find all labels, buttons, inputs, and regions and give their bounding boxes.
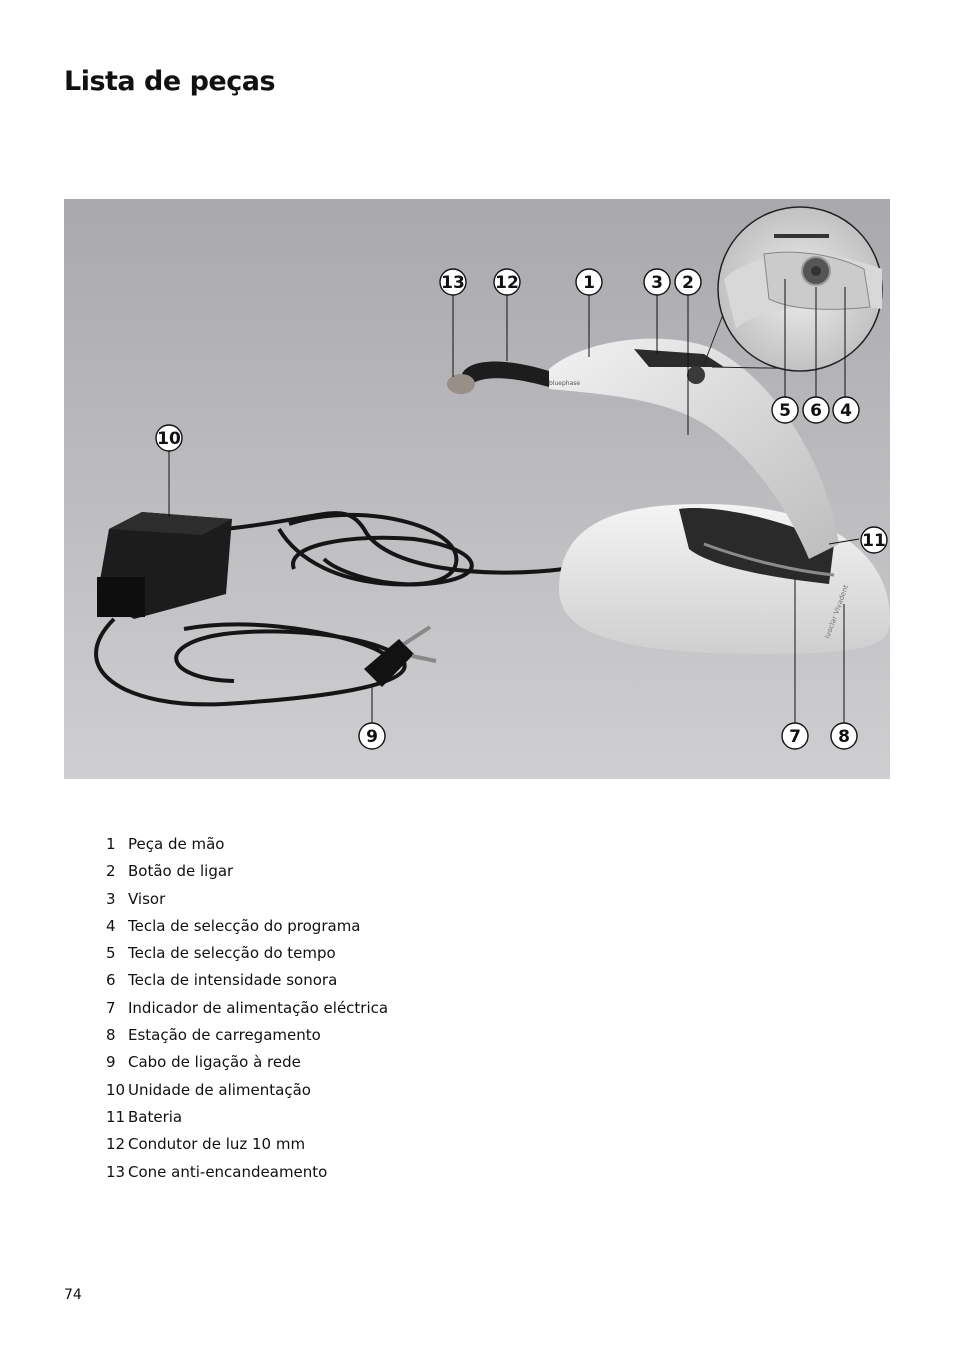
callout-8 bbox=[831, 723, 857, 749]
list-item-number: 11 bbox=[106, 1107, 126, 1126]
svg-text:8: 8 bbox=[838, 727, 850, 747]
list-item-label: Peça de mão bbox=[128, 835, 225, 853]
svg-text:1: 1 bbox=[583, 273, 595, 293]
list-item bbox=[106, 997, 388, 1024]
list-item bbox=[106, 1051, 388, 1078]
callout-1 bbox=[576, 269, 602, 295]
callout-4 bbox=[833, 397, 859, 423]
list-item-number: 3 bbox=[106, 889, 116, 908]
list-item-label: Cone anti-encandeamento bbox=[128, 1162, 328, 1181]
list-item-number: 2 bbox=[106, 862, 116, 881]
list-item-number: 10 bbox=[106, 1080, 126, 1099]
svg-text:6: 6 bbox=[810, 401, 822, 421]
svg-text:3: 3 bbox=[651, 273, 663, 293]
list-item-label: Bateria bbox=[128, 1107, 183, 1126]
list-item-number: 13 bbox=[106, 1162, 126, 1181]
list-item-number: 4 bbox=[106, 916, 116, 935]
list-item-number: 6 bbox=[106, 971, 116, 990]
list-item bbox=[106, 860, 388, 887]
list-item-number: 8 bbox=[106, 1026, 116, 1045]
list-item-label: Visor bbox=[128, 889, 166, 908]
list-item bbox=[106, 1161, 388, 1188]
device-brand-label: bluephase bbox=[549, 380, 581, 387]
callout-13 bbox=[440, 269, 466, 295]
callout-2 bbox=[675, 269, 701, 295]
list-item bbox=[106, 915, 388, 942]
list-item bbox=[106, 969, 388, 996]
svg-text:11: 11 bbox=[862, 531, 886, 551]
callout-6 bbox=[803, 397, 829, 423]
svg-text:5: 5 bbox=[779, 401, 791, 421]
list-item-label: Indicador de alimentação eléctrica bbox=[128, 998, 389, 1017]
callout-7 bbox=[782, 723, 808, 749]
list-item bbox=[106, 1106, 388, 1133]
list-item bbox=[106, 833, 388, 860]
svg-text:12: 12 bbox=[495, 273, 519, 293]
list-item-label: Tecla de intensidade sonora bbox=[128, 971, 338, 990]
page-title: Lista de peças bbox=[64, 66, 276, 97]
parts-list bbox=[106, 833, 388, 1188]
anti-glare-cone bbox=[447, 374, 475, 394]
list-item bbox=[106, 1024, 388, 1051]
list-item-label: Unidade de alimentação bbox=[128, 1080, 311, 1099]
list-item-number: 7 bbox=[106, 998, 116, 1017]
callout-12 bbox=[494, 269, 520, 295]
base-brand-label: Ivoclar Vivadent bbox=[823, 583, 851, 640]
svg-text:7: 7 bbox=[789, 727, 801, 747]
list-item-number: 9 bbox=[106, 1053, 116, 1072]
svg-text:4: 4 bbox=[840, 401, 852, 421]
list-item-label: Botão de ligar bbox=[128, 862, 234, 881]
list-item-number: 5 bbox=[106, 944, 116, 963]
svg-text:9: 9 bbox=[366, 727, 378, 747]
page-number: 74 bbox=[64, 1287, 82, 1303]
list-item-number: 12 bbox=[106, 1135, 126, 1154]
list-item bbox=[106, 888, 388, 915]
list-item-label: Cabo de ligação à rede bbox=[128, 1053, 301, 1072]
list-item bbox=[106, 1079, 388, 1106]
list-item-label: Tecla de selecção do tempo bbox=[128, 944, 336, 963]
callout-5 bbox=[772, 397, 798, 423]
list-item-label: Estação de carregamento bbox=[128, 1026, 321, 1045]
callout-9 bbox=[359, 723, 385, 749]
callout-3 bbox=[644, 269, 670, 295]
svg-text:2: 2 bbox=[682, 273, 694, 293]
list-item bbox=[106, 1133, 388, 1160]
svg-text:10: 10 bbox=[157, 429, 181, 449]
list-item-number: 1 bbox=[106, 835, 116, 853]
list-item-label: Condutor de luz 10 mm bbox=[128, 1135, 306, 1154]
power-button bbox=[687, 366, 705, 384]
list-item-label: Tecla de selecção do programa bbox=[128, 916, 361, 935]
callout-10 bbox=[156, 425, 182, 451]
product-photo bbox=[64, 199, 890, 779]
svg-text:13: 13 bbox=[441, 273, 465, 293]
list-item bbox=[106, 942, 388, 969]
callout-11 bbox=[861, 527, 887, 553]
